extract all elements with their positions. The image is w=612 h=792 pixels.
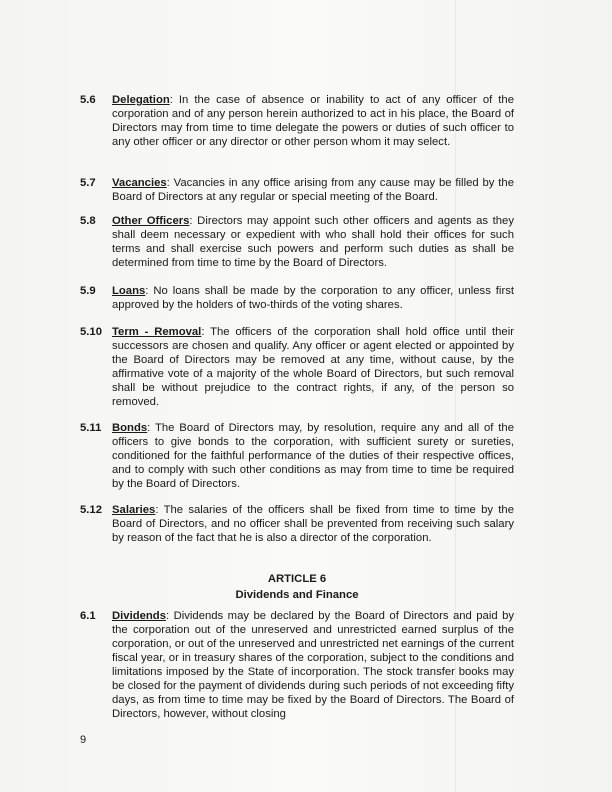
page-number: 9 xyxy=(80,734,87,746)
section-6-1 xyxy=(80,609,514,721)
section-text: : The salaries of the officers shall be fixed from time to time by the Board of Directors, and no officer shall be prevented from receiving such salary by reason of the fact that he is also a director of the corporation. xyxy=(112,504,514,544)
section-number: 5.6 xyxy=(80,94,96,106)
section-heading: Dividends xyxy=(112,610,166,622)
section-5-6 xyxy=(80,93,514,149)
section-number: 5.11 xyxy=(80,422,102,434)
section-text: : Dividends may be declared by the Board of Directors and paid by the corporation out of the unreserved and unrestricted earned surplus of the corporation, or out of the unreserved and unrestricted net earnings of the current fiscal year, or in treasury shares of the corporation, subject to the conditions and limitations imposed by the State of incorporation. The stock transfer books may be closed for the payment of dividends during such periods of not exceeding fifty days, as from time to time may be fixed by the Board of Directors. The Board of Directors, however, without closing xyxy=(112,610,514,720)
section-heading: Bonds xyxy=(112,422,148,434)
section-number: 5.12 xyxy=(80,504,102,516)
section-body xyxy=(112,609,514,721)
section-body xyxy=(112,93,514,149)
section-heading: Delegation xyxy=(112,94,170,106)
section-text: : In the case of absence or inability to act of any officer of the corporation and of any person herein authorized to act in his place, the Board of Directors may from time to time delegate the powers or duties of such officer to any other officer or any director or other person whom it may select. xyxy=(112,94,514,148)
section-body xyxy=(112,421,514,491)
section-text: : The Board of Directors may, by resolution, require any and all of the officers to give bonds to the corporation, with sufficient surety or sureties, conditioned for the faithful performance of the duties of their respective offices, and to comply with such other conditions as may from time to time be required by the Board of Directors. xyxy=(112,422,514,490)
section-heading: Salaries xyxy=(112,504,156,516)
section-number: 5.9 xyxy=(80,285,96,297)
section-heading: Vacancies xyxy=(112,177,167,189)
section-text: : The officers of the corporation shall hold office until their successors are chosen and qualify. Any officer or agent elected or appointed by the Board of Directors may be removed at any time, without cause, by the affirmative vote of a majority of the whole Board of Directors, but such removal shall be without prejudice to the contract rights, if any, of the person so removed. xyxy=(112,326,514,408)
section-heading: Other Officers xyxy=(112,215,190,227)
section-number: 5.8 xyxy=(80,215,96,227)
section-body xyxy=(112,503,514,545)
section-5-8 xyxy=(80,214,514,270)
article-subtitle: Dividends and Finance xyxy=(235,589,359,601)
section-text: : Directors may appoint such other officers and agents as they shall deem necessary or expedient with who shall hold their offices for such terms and shall exercise such powers and perform such duties as shall be determined from time to time by the Board of Directors. xyxy=(112,215,514,269)
section-5-11 xyxy=(80,421,514,491)
section-text: : Vacancies in any office arising from any cause may be filled by the Board of Directors at any regular or special meeting of the Board. xyxy=(112,177,514,203)
section-number: 6.1 xyxy=(80,610,96,622)
section-text: : No loans shall be made by the corporation to any officer, unless first approved by the holders of two-thirds of the voting shares. xyxy=(112,285,514,311)
section-heading: Term - Removal xyxy=(112,326,202,338)
section-body xyxy=(112,284,514,312)
section-body xyxy=(112,325,514,409)
section-body xyxy=(112,214,514,270)
section-5-9 xyxy=(80,284,514,312)
section-number: 5.10 xyxy=(80,326,102,338)
section-number: 5.7 xyxy=(80,177,96,189)
section-body xyxy=(112,176,514,204)
article-title: ARTICLE 6 xyxy=(267,573,327,585)
section-5-12 xyxy=(80,503,514,545)
section-5-10 xyxy=(80,325,514,409)
section-heading: Loans xyxy=(112,285,146,297)
section-5-7 xyxy=(80,176,514,204)
